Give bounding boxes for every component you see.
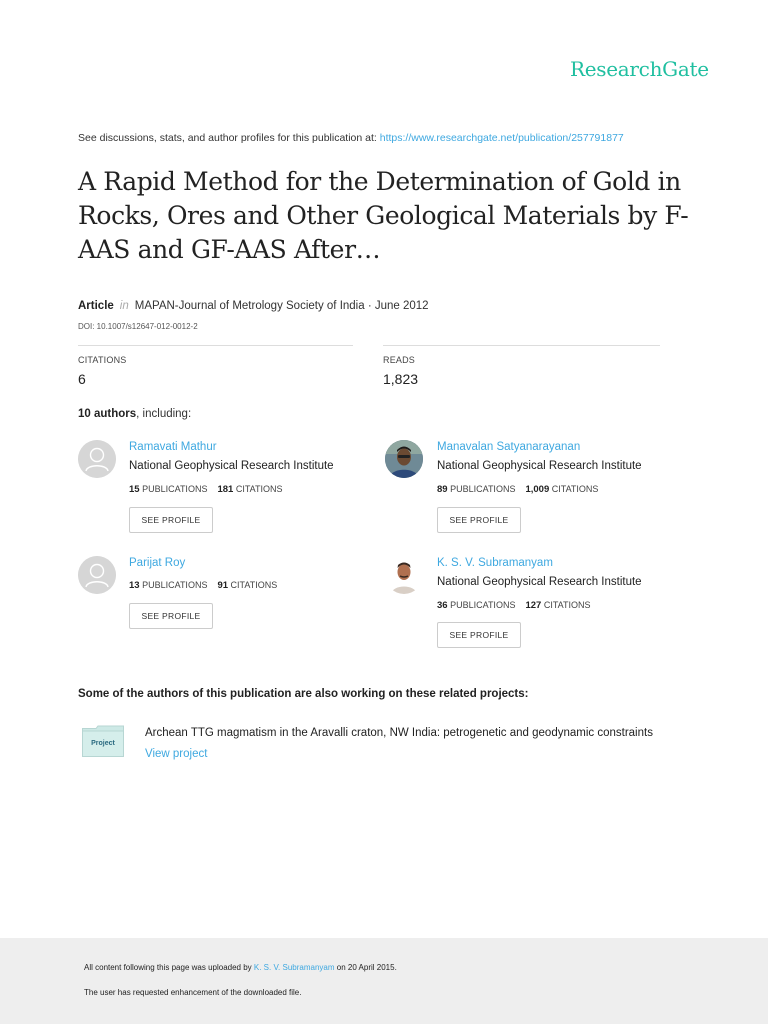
authors-suffix: , including: (136, 408, 192, 420)
publications-count: 36 (437, 600, 448, 611)
author-institution: National Geophysical Research Institute (129, 460, 334, 472)
citations-count: 127 (525, 600, 542, 611)
see-profile-button[interactable]: SEE PROFILE (437, 622, 521, 648)
citations-value: 6 (78, 371, 86, 387)
author-name-link[interactable]: K. S. V. Subramanyam (437, 557, 553, 569)
publication-meta (78, 300, 429, 312)
divider (78, 345, 353, 346)
publications-count: 89 (437, 484, 448, 495)
author-photo-avatar[interactable] (385, 556, 423, 594)
reads-label: READS (383, 355, 416, 365)
upload-notice (84, 963, 397, 972)
divider (383, 345, 660, 346)
authors-heading (78, 408, 191, 420)
in-label: in (119, 300, 129, 312)
publications-count: 15 (129, 484, 140, 495)
author-institution: National Geophysical Research Institute (437, 460, 642, 472)
citations-count-label: CITATIONS (230, 580, 278, 590)
publications-label: PUBLICATIONS (450, 600, 516, 610)
project-folder-icon (82, 725, 124, 757)
authors-count: 10 authors (78, 408, 137, 420)
researchgate-logo[interactable]: ResearchGate (570, 57, 709, 81)
citations-count-label: CITATIONS (235, 484, 283, 494)
default-avatar-icon[interactable] (78, 440, 116, 478)
citations-label: CITATIONS (78, 355, 127, 365)
enhancement-notice: The user has requested enhancement of the downloaded file. (84, 988, 302, 997)
author-name-link[interactable]: Ramavati Mathur (129, 441, 217, 453)
publication-type: Article (78, 300, 114, 312)
uploader-link[interactable]: K. S. V. Subramanyam (253, 963, 335, 972)
see-profile-button[interactable]: SEE PROFILE (129, 507, 213, 533)
discussion-prefix: See discussions, stats, and author profiles for this publication at: (78, 132, 380, 144)
publications-label: PUBLICATIONS (142, 484, 208, 494)
discussion-line (78, 132, 624, 144)
folder-label: Project (91, 740, 115, 747)
author-name-link[interactable]: Manavalan Satyanarayanan (437, 441, 581, 453)
reads-value: 1,823 (383, 371, 419, 387)
citations-count-label: CITATIONS (543, 600, 591, 610)
citations-count-label: CITATIONS (551, 484, 599, 494)
doi: DOI: 10.1007/s12647-012-0012-2 (78, 322, 198, 331)
see-profile-button[interactable]: SEE PROFILE (437, 507, 521, 533)
author-stats (129, 580, 277, 591)
author-institution: National Geophysical Research Institute (437, 576, 642, 588)
default-avatar-icon[interactable] (78, 556, 116, 594)
author-name-link[interactable]: Parijat Roy (129, 557, 186, 569)
related-projects-heading: Some of the authors of this publication are also working on these related projects: (78, 688, 529, 700)
publication-url-link[interactable]: https://www.researchgate.net/publication/257791877 (379, 132, 624, 144)
citations-count: 91 (217, 580, 229, 591)
publications-label: PUBLICATIONS (450, 484, 516, 494)
see-profile-button[interactable]: SEE PROFILE (129, 603, 213, 629)
project-title: Archean TTG magmatism in the Aravalli craton, NW India: petrogenetic and geodynamic constraints (145, 727, 653, 739)
citations-count: 1,009 (525, 484, 550, 495)
author-stats (129, 484, 283, 495)
author-stats (437, 600, 591, 611)
publication-title: A Rapid Method for the Determination of Gold in Rocks, Ores and Other Geological Materials by F-AAS and GF-AAS After… (78, 167, 689, 264)
upload-prefix: All content following this page was uploaded by (84, 963, 254, 972)
upload-suffix: on 20 April 2015. (334, 963, 397, 972)
view-project-link[interactable]: View project (145, 748, 208, 760)
publications-count: 13 (129, 580, 140, 591)
footer (0, 938, 768, 1024)
journal-date: MAPAN-Journal of Metrology Society of India · June 2012 (134, 300, 429, 312)
citations-count: 181 (217, 484, 234, 495)
author-photo-avatar[interactable] (385, 440, 423, 478)
author-stats (437, 484, 598, 495)
publications-label: PUBLICATIONS (142, 580, 208, 590)
